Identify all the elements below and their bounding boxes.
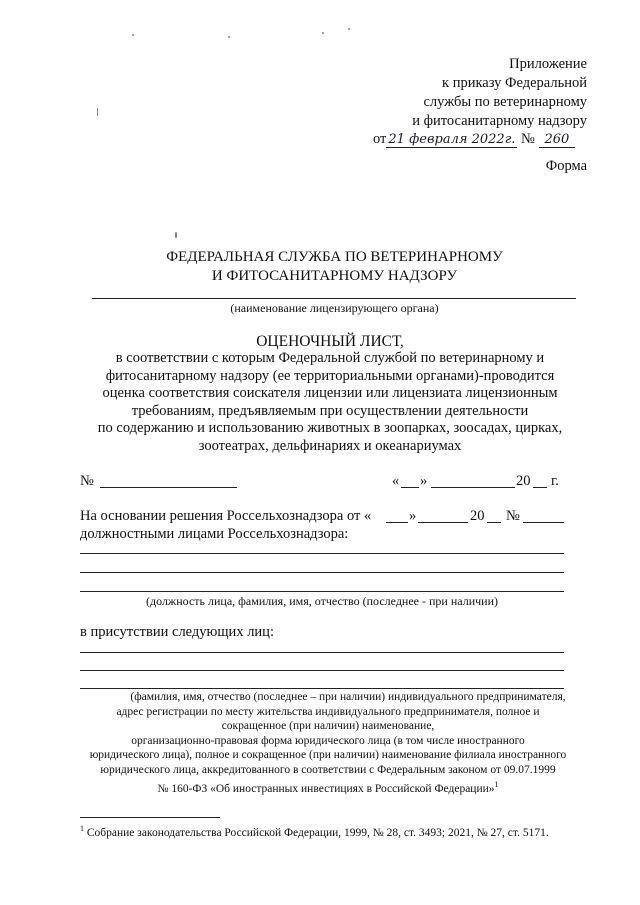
date-close-quote: » [420,473,428,489]
year-prefix: 20 [516,473,531,489]
caption-law-text: № 160-ФЗ «Об иностранных инвестициях в Российской Федерации» [157,782,495,795]
agency-line: И ФИТОСАНИТАРНОМУ НАДЗОРУ [211,268,458,284]
agency-caption: (наименование лицензирующего органа) [230,301,439,315]
caption-line [78,778,578,796]
header-line: Приложение [509,56,587,72]
basis-number-label: № [506,508,520,524]
scan-speck [97,108,98,116]
form-label: Форма [545,158,587,174]
caption-line: сокращенное (при наличии) наименование, [221,720,435,733]
handwritten-date: 21 февраля 2022г. [388,132,516,147]
caption-line: (фамилия, имя, отчество (последнее – при наличии) индивидуального предпринимателя, [130,691,566,703]
subtitle-line: требованиям, предъявляемым при осуществлении деятельности [131,402,529,419]
order-date-number [373,131,575,148]
subtitle-line: зоотеатрах, дельфинариях и океанариумах [198,437,462,454]
date-month-field [431,487,515,488]
year-suffix: г. [551,473,559,489]
officials-fill-line [80,572,564,573]
agency-line: ФЕДЕРАЛЬНАЯ СЛУЖБА ПО ВЕТЕРИНАРНОМУ [166,249,503,265]
scan-speck [175,232,177,238]
caption-line: юридического лица, аккредитованного в соответствии с Федеральным законом от 09.07.1999 [100,763,556,776]
agency-name [92,248,577,286]
scan-speck [228,36,230,38]
scan-speck [348,28,350,30]
presence-label: в присутствии следующих лиц: [80,624,274,640]
sheet-number-label: № [80,473,94,489]
presence-fill-line [80,652,564,653]
handwritten-number: 260 [539,132,576,148]
subtitle-line: по содержанию и использованию животных в зоопарках, зоосадах, цирках, [97,420,563,437]
basis-year-field [487,522,501,523]
subtitle-line: оценка соответствия соискателя лицензии или лицензиата лицензионным [102,385,558,402]
subtitle-line: фитосанитарному надзору (ее территориальными органами)-проводится [105,367,555,384]
basis-month-field [418,522,468,523]
number-prefix: № [521,131,535,147]
officials-label: должностными лицами Россельхознадзора: [80,526,349,542]
footnote [80,824,549,839]
basis-day-field [386,522,408,523]
caption-line: адрес регистрации по месту жительства индивидуального предпринимателя, полное и [116,705,540,718]
presence-caption [78,690,578,796]
date-year-field [533,487,547,488]
document-title: ОЦЕНОЧНЫЙ ЛИСТ, [256,333,404,350]
footnote-text: Собрание законодательства Российской Федерации, 1999, № 28, ст. 3493; 2021, № 27, ст. 5171. [86,826,549,839]
scan-speck [132,34,134,36]
sheet-number-field [100,487,237,488]
scan-speck [322,32,324,34]
officials-caption: (должность лица, фамилия, имя, отчество (последнее - при наличии) [146,594,498,608]
header-line: и фитосанитарному надзору [412,113,587,129]
basis-year-prefix: 20 [470,508,485,524]
officials-fill-line [80,591,564,592]
date-prefix: от [373,131,387,147]
footnote-mark: 1 [80,824,84,833]
subtitle-line: в соответствии с которым Федеральной службой по ветеринарному и [115,350,545,366]
basis-text: На основании решения Россельхознадзора от « [80,508,372,524]
presence-fill-line [80,688,564,689]
footnote-separator [80,817,220,818]
presence-fill-line [80,670,564,671]
header-line: службы по ветеринарному [423,94,587,110]
basis-close-quote: » [409,508,417,524]
agency-fill-line [92,298,576,299]
date-day-field [401,487,419,488]
date-open-quote: « [392,473,400,489]
officials-fill-line [80,553,564,554]
caption-line: организационно-правовая форма юридического лица (в том числе иностранного [131,734,525,747]
footnote-reference: 1 [494,779,499,789]
header-line: к приказу Федеральной [442,75,587,91]
basis-number-field [523,522,564,523]
caption-line: юридического лица), полное и сокращенное (при наличии) наименование филиала иностранного [89,749,567,762]
document-subtitle [60,350,600,456]
